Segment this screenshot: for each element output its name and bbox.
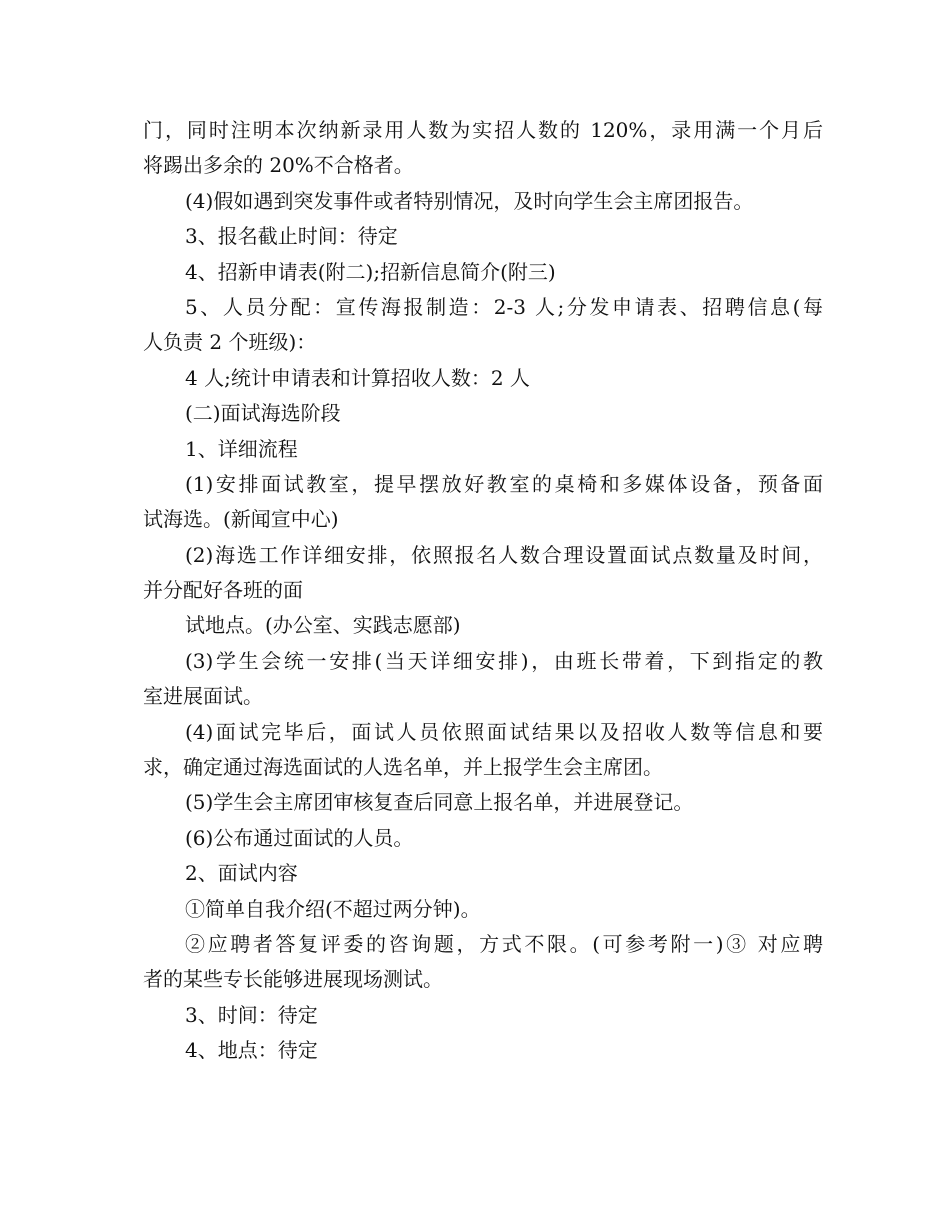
text-line: 5、人员分配：宣传海报制造：2-3 人;分发申请表、招聘信息(每	[185, 294, 823, 319]
text-line: 求，确定通过海选面试的人选名单，并上报学生会主席团。	[143, 755, 663, 780]
subsection-heading: 1、详细流程	[185, 436, 298, 461]
text-line: ①简单自我介绍(不超过两分钟)。	[185, 896, 481, 921]
text-line: 试海选。(新闻宣中心)	[143, 507, 339, 532]
text-line: 室进展面试。	[143, 684, 263, 709]
text-line: 3、报名截止时间：待定	[185, 224, 398, 249]
text-line: 4、地点：待定	[185, 1038, 318, 1063]
text-line: 将踢出多余的 20%不合格者。	[143, 153, 414, 178]
text-line: (1)安排面试教室，提早摆放好教室的桌椅和多媒体设备，预备面	[185, 471, 823, 496]
text-line: (6)公布通过面试的人员。	[185, 825, 414, 850]
text-line: (4)面试完毕后，面试人员依照面试结果以及招收人数等信息和要	[185, 719, 823, 744]
text-line: 3、时间：待定	[185, 1002, 318, 1027]
text-line: (5)学生会主席团审核复查后同意上报名单，并进展登记。	[185, 790, 694, 815]
text-line: (3)学生会统一安排(当天详细安排)，由班长带着，下到指定的教	[185, 648, 823, 673]
text-line: 试地点。(办公室、实践志愿部)	[185, 613, 461, 638]
text-line: 人负责 2 个班级)：	[143, 330, 317, 355]
text-line: ②应聘者答复评委的咨询题，方式不限。(可参考附一)③ 对应聘	[185, 931, 823, 956]
text-line: (4)假如遇到突发事件或者特别情况，及时向学生会主席团报告。	[185, 188, 754, 213]
section-heading: (二)面试海选阶段	[185, 401, 341, 426]
text-line: 4、招新申请表(附二);招新信息简介(附三)	[185, 259, 556, 284]
text-line: 4 人;统计申请表和计算招收人数：2 人	[185, 365, 530, 390]
text-line: (2)海选工作详细安排，依照报名人数合理设置面试点数量及时间，	[185, 542, 823, 567]
text-line: 者的某些专长能够进展现场测试。	[143, 967, 443, 992]
text-line: 并分配好各班的面	[143, 578, 303, 603]
subsection-heading: 2、面试内容	[185, 861, 298, 886]
document-body	[143, 113, 823, 1069]
text-line: 门，同时注明本次纳新录用人数为实招人数的 120%，录用满一个月后	[143, 118, 823, 142]
